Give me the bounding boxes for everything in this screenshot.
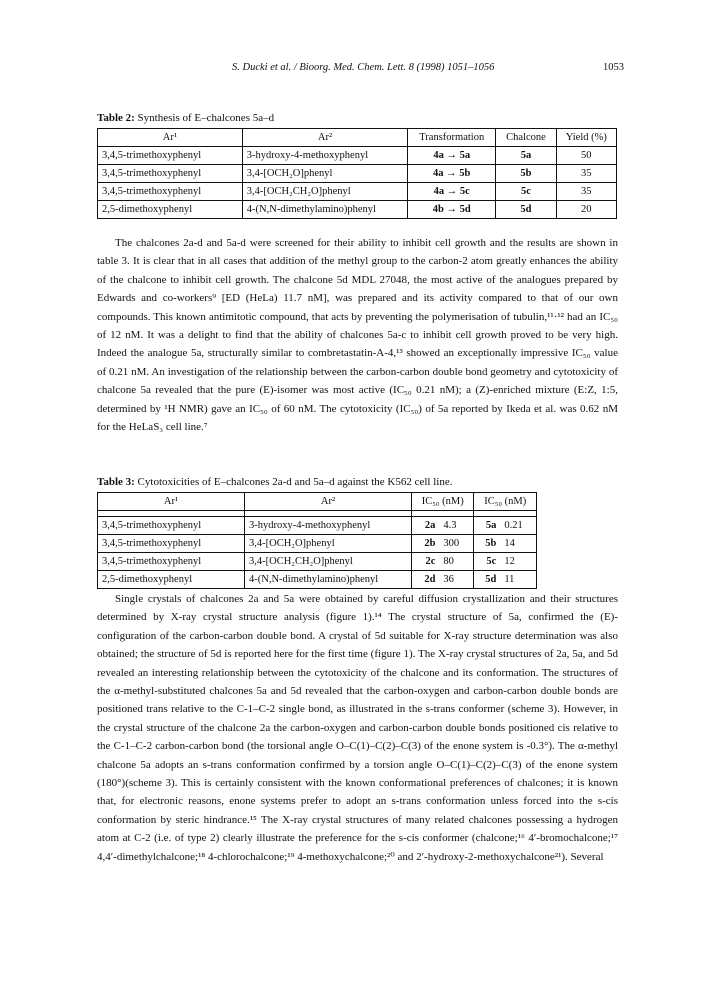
table2-cell-yield: 35 — [556, 165, 616, 183]
table3-cell-compound-2: 2b — [412, 535, 440, 553]
journal-citation: S. Ducki et al. / Bioorg. Med. Chem. Lett. 8 (1998) 1051–1056 — [232, 62, 495, 73]
table3-cell-compound-2: 2c — [412, 553, 440, 571]
table2-cell-chalcone: 5b — [496, 165, 556, 183]
table2-header-row — [98, 129, 617, 147]
paragraph-cytotoxicity: The chalcones 2a-d and 5a-d were screened for their ability to inhibit cell growth and the results are shown in table 3. It is clear that in all cases that addition of the methyl group to the carbon-2 atom greatly enhances the ability of the chalcone to inhibit cell growth. The chalcone 5d MDL 27048, the most active of the analogues prepared by Edwards and co-workers⁹ [ED (HeLa) 11.7 nM], was prepared and its activity compared to that of our own compounds. This known antimitotic compound, that acts by preventing the polymerisation of tubulin,¹¹·¹² had an IC₅₀ of 12 nM. It was a delight to find that the ability of chalcones 5a-c to inhibit cell growth proved to be very high. Indeed the analogue 5a, structurally similar to combretastatin-A-4,¹³ showed an exceptionally impressive IC₅₀ value of 0.21 nM. An investigation of the relationship between the carbon-carbon double bond geometry and cytotoxicity of chalcone 5a revealed that the pure (E)-isomer was most active (IC₅₀ 0.21 nM); a (Z)-enriched mixture (E:Z, 1:5, determined by ¹H NMR) gave an IC₅₀ of 60 nM. The cytotoxicity (IC₅₀) of 5a reported by Ikeda et al. was 0.62 nM for the HeLaS₃ cell line.⁷ — [97, 237, 618, 434]
table3-header-ar2: Ar² — [245, 493, 412, 511]
table3-cell-ic50-5: 11 — [500, 571, 536, 589]
table3-cell-compound-5: 5b — [474, 535, 500, 553]
page-number: 1053 — [603, 62, 624, 73]
table-row — [98, 517, 537, 535]
table2-header-ar2: Ar² — [242, 129, 407, 147]
table3-header-row — [98, 493, 537, 511]
table2-cell-transformation: 4a → 5c — [408, 183, 496, 201]
table2-cell-ar1: 3,4,5-trimethoxyphenyl — [98, 147, 243, 165]
table2-header-yield: Yield (%) — [556, 129, 616, 147]
table3-cell-ar2: 3,4-[OCH₂CH₂O]phenyl — [245, 553, 412, 571]
table2-cell-transformation: 4a → 5b — [408, 165, 496, 183]
table3-header-ic50-2: IC₅₀ (nM) — [412, 493, 474, 511]
table3-cell-ic50-2: 300 — [439, 535, 474, 553]
table2-cell-ar2: 3-hydroxy-4-methoxyphenyl — [242, 147, 407, 165]
table3-caption — [97, 476, 453, 488]
table-row — [98, 201, 617, 219]
table2-header-transformation: Transformation — [408, 129, 496, 147]
table-row — [98, 553, 537, 571]
table2-cell-yield: 20 — [556, 201, 616, 219]
table3 — [97, 492, 537, 589]
table2-header-chalcone: Chalcone — [496, 129, 556, 147]
table3-cell-ic50-2: 4.3 — [439, 517, 474, 535]
table2-cell-ar1: 2,5-dimethoxyphenyl — [98, 201, 243, 219]
table3-cell-ic50-5: 0.21 — [500, 517, 536, 535]
table3-cell-compound-5: 5a — [474, 517, 500, 535]
table3-cell-ic50-5: 14 — [500, 535, 536, 553]
table2-caption — [97, 112, 274, 124]
table2-cell-transformation: 4b → 5d — [408, 201, 496, 219]
table3-header-ar1: Ar¹ — [98, 493, 245, 511]
table-row — [98, 535, 537, 553]
paragraph-crystal-structures: Single crystals of chalcones 2a and 5a were obtained by careful diffusion crystallization and their structures determined by X-ray crystal structure analysis (figure 1).¹⁴ The crystal structure of 5a, confirmed the (E)-configuration of the carbon-carbon double bond. A crystal of 5d suitable for X-ray structure determination was also obtained; the structure of 5d is reported here for the first time (figure 1). The X-ray crystal structures of 2a, 5a, and 5d revealed an interesting relationship between the cytotoxicity of the chalcone and its conformation. The structures of the α-methyl-substituted chalcones 5a and 5d revealed that the carbon-oxygen and carbon-carbon double bonds are positioned trans relative to the C-1–C-2 single bond, as illustrated in the s-trans conformer (scheme 3). However, in the crystal structure of the chalcone 2a the carbon-oxygen and carbon-carbon double bonds positioned cis relative to the C-1–C-2 carbon-carbon bond (the torsional angle O–C(1)–C(2)–C(3) of the enone system is -0.3°). The α-methyl chalcone 5a adopts an s-trans conformation confirmed by a torsion angle O–C(1)–C(2)–C(3) of the enone system (180°)(scheme 3). This is certainly consistent with the known conformational preferences of chalcones; it is known that, for electronic reasons, enone systems prefer to adopt an s-trans conformation unless forced into the s-cis conformation by steric hindrance.¹⁵ The X-ray crystal structures of many related chalcones possessing a hydrogen atom at C-2 (i.e. of type 2) clearly illustrate the preference for the s-cis conformer (chalcone;¹⁶ 4′-bromochalcone;¹⁷ 4,4′-dimethylchalcone;¹⁸ 4-chlorochalcone;¹⁹ 4-methoxychalcone;²⁰ and 2′-hydroxy-2-methoxychalcone²¹). Several — [97, 593, 618, 863]
table3-cell-ar1: 3,4,5-trimethoxyphenyl — [98, 553, 245, 571]
table3-cell-ar1: 3,4,5-trimethoxyphenyl — [98, 517, 245, 535]
table3-cell-ic50-2: 80 — [439, 553, 474, 571]
table3-cell-ar2: 3,4-[OCH₂O]phenyl — [245, 535, 412, 553]
table2-cell-ar1: 3,4,5-trimethoxyphenyl — [98, 183, 243, 201]
table3-cell-compound-5: 5c — [474, 553, 500, 571]
table2-cell-chalcone: 5a — [496, 147, 556, 165]
table-row — [98, 165, 617, 183]
table2-cell-ar2: 3,4-[OCH₂CH₂O]phenyl — [242, 183, 407, 201]
table2-cell-transformation: 4a → 5a — [408, 147, 496, 165]
table-row — [98, 147, 617, 165]
table3-cell-compound-2: 2a — [412, 517, 440, 535]
table3-header-ic50-5: IC₅₀ (nM) — [474, 493, 537, 511]
table2-cell-ar2: 4-(N,N-dimethylamino)phenyl — [242, 201, 407, 219]
table-row — [98, 183, 617, 201]
table2-cell-ar2: 3,4-[OCH₂O]phenyl — [242, 165, 407, 183]
table2-caption-text: Synthesis of E–chalcones 5a–d — [137, 112, 275, 124]
table3-cell-compound-2: 2d — [412, 571, 440, 589]
table3-cell-ar2: 3-hydroxy-4-methoxyphenyl — [245, 517, 412, 535]
table2-cell-chalcone: 5d — [496, 201, 556, 219]
table3-cell-ic50-5: 12 — [500, 553, 536, 571]
table3-cell-compound-5: 5d — [474, 571, 500, 589]
table3-caption-text: Cytotoxicities of E–chalcones 2a-d and 5a–d against the K562 cell line. — [137, 476, 453, 488]
table2-cell-yield: 50 — [556, 147, 616, 165]
table-row — [98, 571, 537, 589]
table2-cell-ar1: 3,4,5-trimethoxyphenyl — [98, 165, 243, 183]
table3-cell-ar1: 2,5-dimethoxyphenyl — [98, 571, 245, 589]
table3-cell-ar1: 3,4,5-trimethoxyphenyl — [98, 535, 245, 553]
table3-cell-ar2: 4-(N,N-dimethylamino)phenyl — [245, 571, 412, 589]
table2-header-ar1: Ar¹ — [98, 129, 243, 147]
table2-cell-chalcone: 5c — [496, 183, 556, 201]
table2 — [97, 128, 617, 219]
table2-cell-yield: 35 — [556, 183, 616, 201]
table3-cell-ic50-2: 36 — [439, 571, 474, 589]
table2-caption-label: Table 2: — [97, 112, 135, 124]
table3-caption-label: Table 3: — [97, 476, 135, 488]
